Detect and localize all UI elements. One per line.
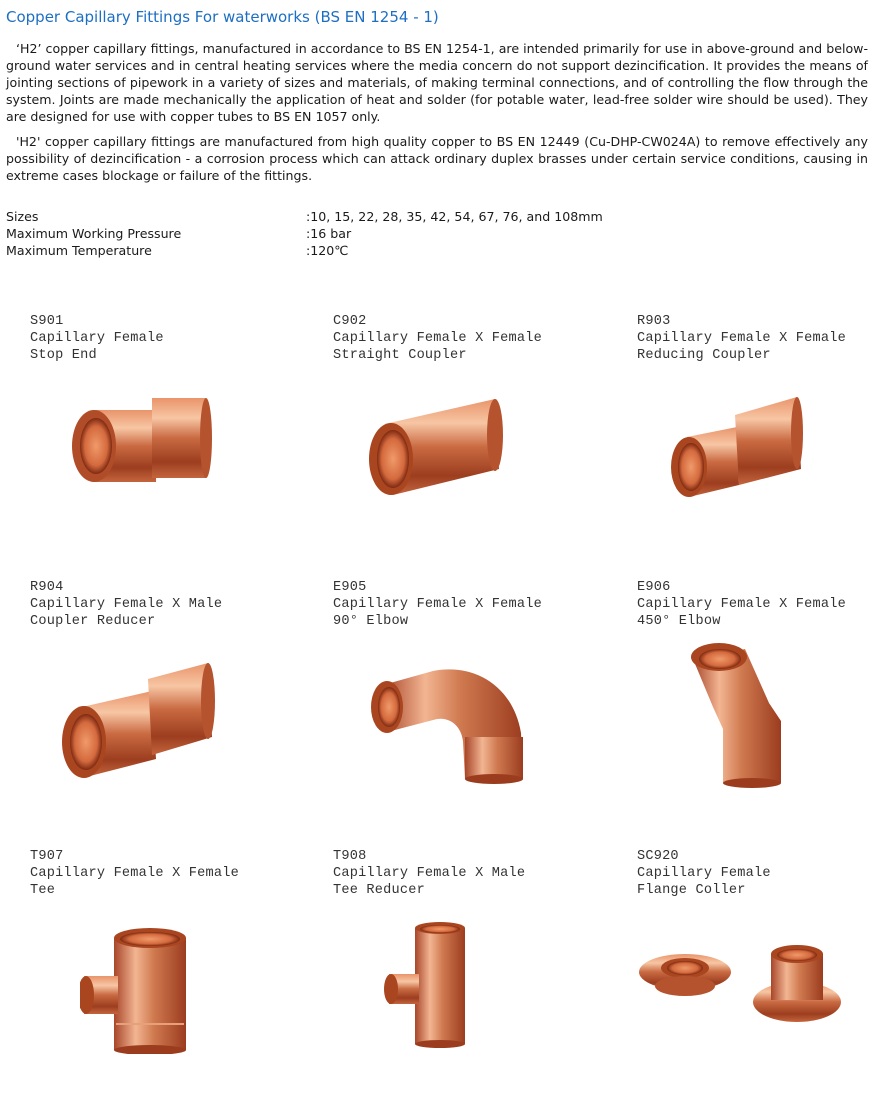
product-c902 (333, 313, 593, 563)
product-line1: Capillary Female X Female (30, 866, 239, 881)
product-r904 (30, 579, 290, 829)
product-e906 (637, 579, 880, 829)
product-line1: Capillary Female X Female (637, 597, 846, 612)
spec-value: :16 bar (306, 226, 352, 241)
product-code: SC920 (637, 849, 679, 864)
page-title: Copper Capillary Fittings For waterworks (BS EN 1254 - 1) (6, 8, 439, 26)
product-s901 (30, 313, 290, 563)
product-t908 (333, 848, 593, 1098)
product-line1: Capillary Female X Female (637, 331, 846, 346)
product-line2: 90° Elbow (333, 614, 409, 629)
product-r903 (637, 313, 880, 563)
product-t907 (30, 848, 290, 1098)
spec-row-pressure (6, 225, 706, 242)
straight-coupler-image (361, 393, 511, 503)
product-line1: Capillary Female X Female (333, 331, 542, 346)
product-line2: Straight Coupler (333, 348, 467, 363)
spec-label: Maximum Temperature (6, 243, 152, 258)
coupler-reducer-image (56, 659, 216, 789)
product-line1: Capillary Female X Male (333, 866, 526, 881)
product-code: S901 (30, 314, 64, 329)
product-code: R904 (30, 580, 64, 595)
product-code: E906 (637, 580, 671, 595)
tee-image (80, 924, 220, 1054)
product-sc920 (637, 848, 880, 1098)
product-line1: Capillary Female X Female (333, 597, 542, 612)
product-line2: Tee Reducer (333, 883, 425, 898)
product-line1: Capillary Female X Male (30, 597, 223, 612)
spec-row-sizes (6, 208, 706, 225)
product-code: T907 (30, 849, 64, 864)
product-line2: Flange Coller (637, 883, 746, 898)
product-line2: Coupler Reducer (30, 614, 156, 629)
spec-row-temperature (6, 242, 706, 259)
product-code: E905 (333, 580, 367, 595)
product-line1: Capillary Female (30, 331, 164, 346)
material-paragraph: 'H2' copper capillary fittings are manufactured from high quality copper to BS EN 12449 (Cu-DHP-CW024A) to remove effectively any possibility of dezincification - a corrosion process which can attack ordinary duplex brasses under certain service conditions, causing in extreme cases blockage or failure of the fittings. (6, 134, 868, 183)
reducing-coupler-image (667, 393, 807, 503)
flange-collar-image (637, 938, 857, 1038)
spec-label: Maximum Working Pressure (6, 226, 182, 241)
tee-reducer-image (381, 920, 481, 1050)
product-code: R903 (637, 314, 671, 329)
spec-value: :10, 15, 22, 28, 35, 42, 54, 67, 76, and 108mm (306, 209, 603, 224)
spec-table (6, 208, 706, 259)
intro-paragraph: ‘H2’ copper capillary fittings, manufactured in accordance to BS EN 1254-1, are intended primarily for use in above-ground and below-ground water services and in central heating services where the media concern do not support dezincification. It provides the means of jointing sections of pipework in a variety of sizes and materials, of making terminal connections, and of controlling the flow through the system. Joints are made mechanically the application of heat and solder (for potable water, lead-free solder wire should be used). They are designed for use with copper tubes to BS EN 1057 only. (6, 41, 868, 124)
elbow-90-image (363, 655, 533, 785)
product-e905 (333, 579, 593, 829)
spec-label: Sizes (6, 209, 39, 224)
product-line2: Stop End (30, 348, 97, 363)
product-line2: 450° Elbow (637, 614, 721, 629)
spec-value: :120℃ (306, 243, 349, 258)
stop-end-image (66, 388, 216, 498)
product-code: T908 (333, 849, 367, 864)
product-line1: Capillary Female (637, 866, 771, 881)
elbow-45-image (683, 643, 793, 793)
product-line2: Reducing Coupler (637, 348, 771, 363)
product-line2: Tee (30, 883, 56, 898)
product-code: C902 (333, 314, 367, 329)
